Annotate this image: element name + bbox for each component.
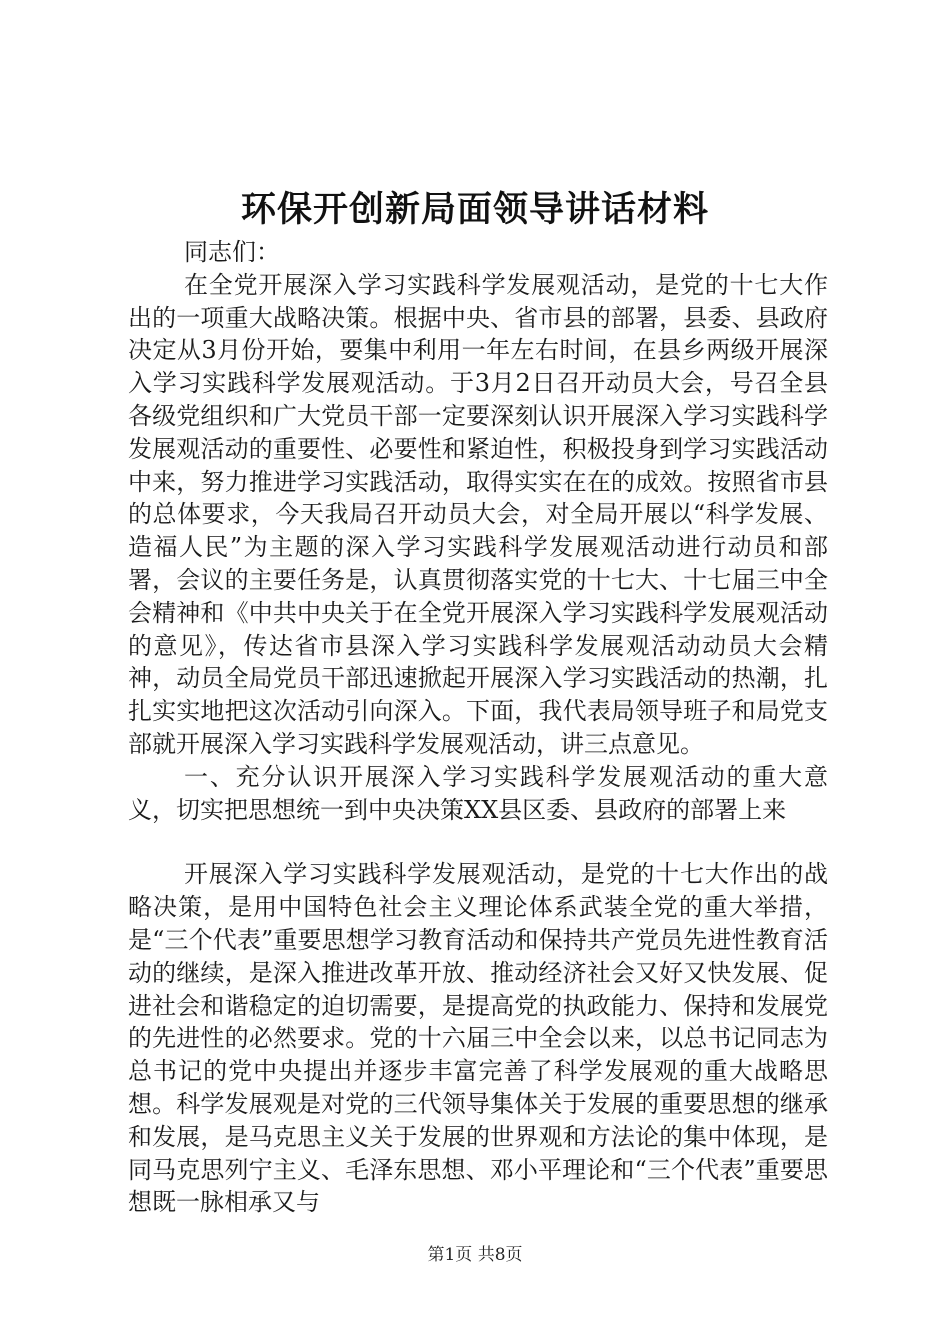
paragraph-section-1: 开展深入学习实践科学发展观活动，是党的十七大作出的战略决策，是用中国特色社会主义理论体系武装全党的重大举措，是“三个代表”重要思想学习教育活动和保持共产党员先进性教育活动的继续，是深入推进改革开放、推动经济社会又好又快发展、促进社会和谐稳定的迫切需要，是提高党的执政能力、保持和发展党的先进性的必然要求。党的十六届三中全会以来，以总书记同志为总书记的党中央提出并逐步丰富完善了科学发展观的重大战略思想。科学发展观是对党的三代领导集体关于发展的重要思想的继承和发展，是马克思主义关于发展的世界观和方法论的集中体现，是同马克思列宁主义、毛泽东思想、邓小平理论和“三个代表”重要思想既一脉相承又与 xyxy=(128,860,828,1217)
section-heading-1: 一、充分认识开展深入学习实践科学发展观活动的重大意义，切实把思想统一到中央决策XX县区委、县政府的部署上来 xyxy=(128,762,828,824)
salutation: 同志们： xyxy=(184,238,280,266)
page-footer: 第1页 共8页 xyxy=(427,1245,523,1265)
document-title: 环保开创新局面领导讲话材料 xyxy=(240,189,709,230)
paragraph-intro: 在全党开展深入学习实践科学发展观活动，是党的十七大作出的一项重大战略决策。根据中央、省市县的部署，县委、县政府决定从3月份开始，要集中利用一年左右时间，在县乡两级开展深入学习实践科学发展观活动。于3月2日召开动员大会，号召全县各级党组织和广大党员干部一定要深刻认识开展深入学习实践科学发展观活动的重要性、必要性和紧迫性，积极投身到学习实践活动中来，努力推进学习实践活动，取得实实在在的成效。按照省市县的总体要求，今天我局召开动员大会，对全局开展以“科学发展、造福人民”为主题的深入学习实践科学发展观活动进行动员和部署，会议的主要任务是，认真贯彻落实党的十七大、十七届三中全会精神和《中共中央关于在全党开展深入学习实践科学发展观活动的意见》，传达省市县深入学习实践科学发展观活动动员大会精神，动员全局党员干部迅速掀起开展深入学习实践活动的热潮，扎扎实实地把这次活动引向深入。下面，我代表局领导班子和局党支部就开展深入学习实践科学发展观活动，讲三点意见。 xyxy=(128,270,828,758)
document-body xyxy=(128,236,828,1219)
